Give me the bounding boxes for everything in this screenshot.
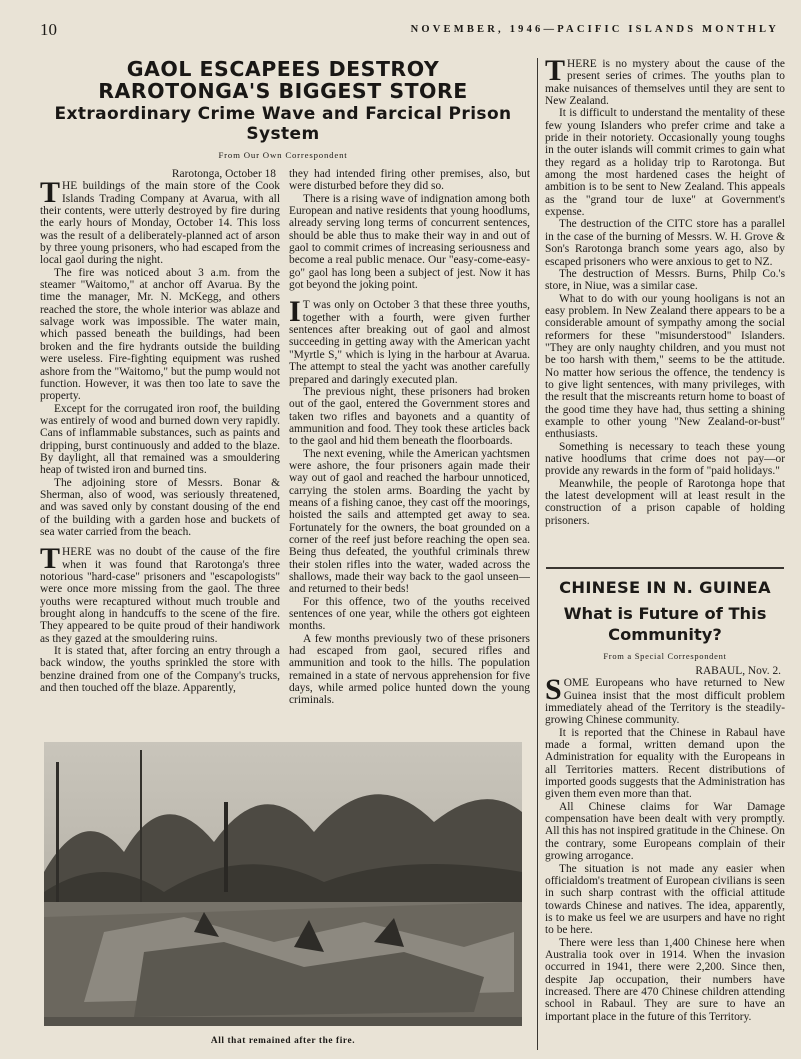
paragraph xyxy=(545,863,785,937)
paragraph xyxy=(40,176,280,267)
paragraph-text: For this offence, two of the youths received sentences of one year, while the others got eighteen months. xyxy=(289,595,530,633)
paragraph xyxy=(40,645,280,694)
article2-column xyxy=(545,665,785,1053)
article-column-3 xyxy=(545,58,785,558)
paragraph xyxy=(545,478,785,527)
paragraph-text: Meanwhile, the people of Rarotonga hope that the latest development will at least result in the construction of a prison capable of holding prisoners. xyxy=(545,477,785,527)
paragraph-text: they had intended firing other premises, also, but were disturbed before they did so. xyxy=(289,168,530,193)
article2-byline: From a Special Correspondent xyxy=(603,651,727,661)
column-rule xyxy=(537,58,538,1050)
paragraph-text: What to do with our young hooligans is not an easy problem. In New Zealand there appears to be a considerable amount of sympathy among the social reformers for these "misunderstood" Islanders. "They are only naughty children, and you must not be too harsh with them," seems to be the attitude. No matter how serious the offence, the tendency is to give light sentences, with many privileges, with the result that the miscreants return home to boast of the good time they have had, thus setting a shining example to other young "New Zealand-or-bust" enthusiasts. xyxy=(545,292,785,441)
paragraph xyxy=(289,168,530,193)
article-column-1 xyxy=(40,168,280,740)
paragraph xyxy=(545,218,785,267)
paragraph-text: T was only on October 3 that these three youths, together with a fourth, were given further sentences after breaking out of gaol and almost succeeding in getting away with the American yacht "Myrtle S," which is lying in the harbour at Avarua. The attempt to steal the yacht was another carefully prepared and daringly executed plan. xyxy=(289,299,530,386)
paragraph xyxy=(289,193,530,292)
paragraph-text: It is stated that, after forcing an entry through a back window, the youths sprinkled the store with benzine drained from one of the Company's trucks, and then touched off the blaze. Apparently, xyxy=(40,645,280,695)
paragraph-text: All Chinese claims for War Damage compensation have been dealt with very promptly. All this has not inspired gratitude in the Chinese. On the contrary, some Europeans complain of their growing arrogance. xyxy=(545,800,785,863)
drop-cap: S xyxy=(545,673,562,707)
article-subheadline: Extraordinary Crime Wave and Farcical Prison System xyxy=(54,104,512,144)
running-head: NOVEMBER, 1946—PACIFIC ISLANDS MONTHLY xyxy=(410,24,779,35)
fire-ruins-image xyxy=(44,742,522,1026)
article-byline: From Our Own Correspondent xyxy=(218,150,348,160)
page-header xyxy=(40,20,779,40)
paragraph-text: The previous night, these prisoners had broken out of the gaol, entered the Government stores and taken two rifles and bayonets and a quantity of ammunition and food. They took these articles back to the gaol and hid them beneath the floorboards. xyxy=(289,385,530,448)
paragraph xyxy=(289,633,530,707)
paragraph-text: HERE is no mystery about the cause of the present series of crimes. The youths plan to make nuisances of themselves until they are sent to New Zealand. xyxy=(545,58,785,108)
paragraph-text: There were less than 1,400 Chinese here when Australia took over in 1914. When the invasion occurred in 1941, there were 2,200. Since then, despite Jap occupation, their numbers have increased. There are 470 Chinese children attending school in Rabaul. They are sure to have an important place in the future of this Territory. xyxy=(545,936,785,1023)
paragraph-text: The next evening, while the American yachtsmen were ashore, the four prisoners again made their way out of gaol and reached the harbour unnoticed, carrying the stolen arms. Boarding the yacht by means of a fishing canoe, they cast off the moorings, hoisted the sails and attempted get away to sea. Fortunately for the owners, the boat grounded on a corner of the reef just before reaching the open sea. Being thus defeated, the youthful criminals threw their stolen rifles into the water, waded across the shallows, made their way back to the gaol unseen—and returned to their beds! xyxy=(289,447,530,596)
paragraph-text: Except for the corrugated iron roof, the building was entirely of wood and burned down very rapidly. Cans of inflammable substances, such as paints and dripping, burst continuously and added to the blaze. By daylight, all that remained was a smouldering heap of twisted iron and burned tins. xyxy=(40,402,280,477)
paragraph xyxy=(289,295,530,386)
paragraph xyxy=(545,107,785,218)
drop-cap: T xyxy=(545,58,566,87)
paragraph xyxy=(289,386,530,448)
paragraph xyxy=(545,673,785,727)
paragraph xyxy=(545,58,785,107)
paragraph xyxy=(545,268,785,293)
article2-headline: CHINESE IN N. GUINEA xyxy=(559,578,771,597)
paragraph xyxy=(289,596,530,633)
paragraph-text: It is difficult to understand the mentality of these few young Islanders who prefer crime and take a pride in their notoriety. Occasionally young toughs in the outer islands will commit crimes to gain what they regard as a holiday trip to Rarotonga. But among the most hardened cases the height of ambition is to be sent to New Zealand. This appeals as the "grand tour de luxe" at Government's expense. xyxy=(545,107,785,219)
paragraph xyxy=(545,727,785,801)
paragraph-text: There is a rising wave of indignation among both European and native residents that young hoodlums, already serving long terms of concurrent sentences, should be able thus to make their way in and out of gaol to commit crimes of increasing seriousness and become a real public menace. Our "easy-come-easy-go" gaol has long been a subject of jest. Now it has got beyond the joking point. xyxy=(289,192,530,292)
paragraph xyxy=(40,477,280,539)
paragraph xyxy=(545,937,785,1023)
paragraph-text: The destruction of the CITC store has a parallel in the case of the burning of Messrs. W. H. Grove & Son's Rarotonga branch some years ago, also by escaped prisoners who were anxious to get to NZ. xyxy=(545,218,785,268)
paragraph-text: OME Europeans who have returned to New Guinea insist that the most difficult problem immediately ahead of the Territory is the steadily-growing Chinese community. xyxy=(545,677,785,727)
article2-subheadline: What is Future of This Community? xyxy=(563,604,767,644)
photo-caption: All that remained after the fire. xyxy=(210,1036,356,1046)
paragraph-text: The situation is not made any easier when officialdom's treatment of European civilians is seen in such sharp contrast with the official attitude towards Chinese and natives. The idea, apparently, is to make us feel we are usurpers and have no right to be here. xyxy=(545,862,785,937)
article-column-2 xyxy=(289,168,530,740)
paragraph-text: The adjoining store of Messrs. Bonar & Sherman, also of wood, was seriously threatened, and was saved only by constant dousing of the end of the building with a garden hose and buckets of sea water carried from the beach. xyxy=(40,476,280,538)
drop-cap: T xyxy=(40,542,61,576)
fire-ruins-photo xyxy=(44,742,522,1026)
paragraph xyxy=(545,801,785,863)
paragraph xyxy=(40,403,280,477)
paragraph-text: The destruction of Messrs. Burns, Philp Co.'s store, in Niue, was a similar case. xyxy=(545,267,785,293)
drop-cap: I xyxy=(289,295,301,329)
section-rule xyxy=(546,567,784,569)
paragraph xyxy=(289,448,530,596)
article-headline: GAOL ESCAPEES DESTROY RAROTONGA'S BIGGEST STORE xyxy=(98,57,468,103)
paragraph xyxy=(545,441,785,478)
article2-dateline: RABAUL, Nov. 2. xyxy=(695,665,781,677)
drop-cap: T xyxy=(40,176,61,210)
paragraph-text: HE buildings of the main store of the Cook Islands Trading Company at Avarua, with all their contents, were utterly destroyed by fire during the early hours of Monday, October 14. This loss was the result of a deliberately-planned act of arson by three young prisoners, who had escaped from the local gaol during the night. xyxy=(40,180,280,267)
paragraph xyxy=(40,542,280,645)
paragraph-text: HERE was no doubt of the cause of the fire when it was found that Rarotonga's three notorious "hard-case" prisoners and "escapologists" were once more missing from the gaol. The three youths were recaptured without much trouble and brought along in handcuffs to the scene of the fire. They appeared to be quite proud of their handiwork as they gazed at the smouldering ruins. xyxy=(40,546,280,645)
paragraph xyxy=(40,267,280,403)
paragraph-text: It is reported that the Chinese in Rabaul have made a formal, written demand upon the Administration for equality with the Europeans in all Territories matters. Recent distributions of imported goods suggests that the Administration has given them even more than that. xyxy=(545,726,785,801)
paragraph xyxy=(545,293,785,441)
page-number: 10 xyxy=(40,20,57,39)
paragraph-text: The fire was noticed about 3 a.m. from the steamer "Waitomo," at anchor off Avarua. By the time the manager, Mr. N. McKegg, and others reached the store, the whole interior was ablaze and salvage work was impossible. The water main, which passed beneath the buildings, had been broken and the fire hydrants outside the building were useless. Fire-fighting equipment was rushed ashore from the "Waitomo," but the pump would not function. However, it was then too late to save the property. xyxy=(40,266,280,403)
paragraph-text: A few months previously two of these prisoners had escaped from gaol, secured rifles and ammunition and took to the hills. The population remained in a state of nervous apprehension for five days, while armed police hunted down the young criminals. xyxy=(289,632,530,707)
paragraph-text: Something is necessary to teach these young native hoodlums that crime does not pay—or provide any rewards in the form of "paid holidays." xyxy=(545,440,785,478)
dateline: Rarotonga, October 18 xyxy=(171,168,276,180)
